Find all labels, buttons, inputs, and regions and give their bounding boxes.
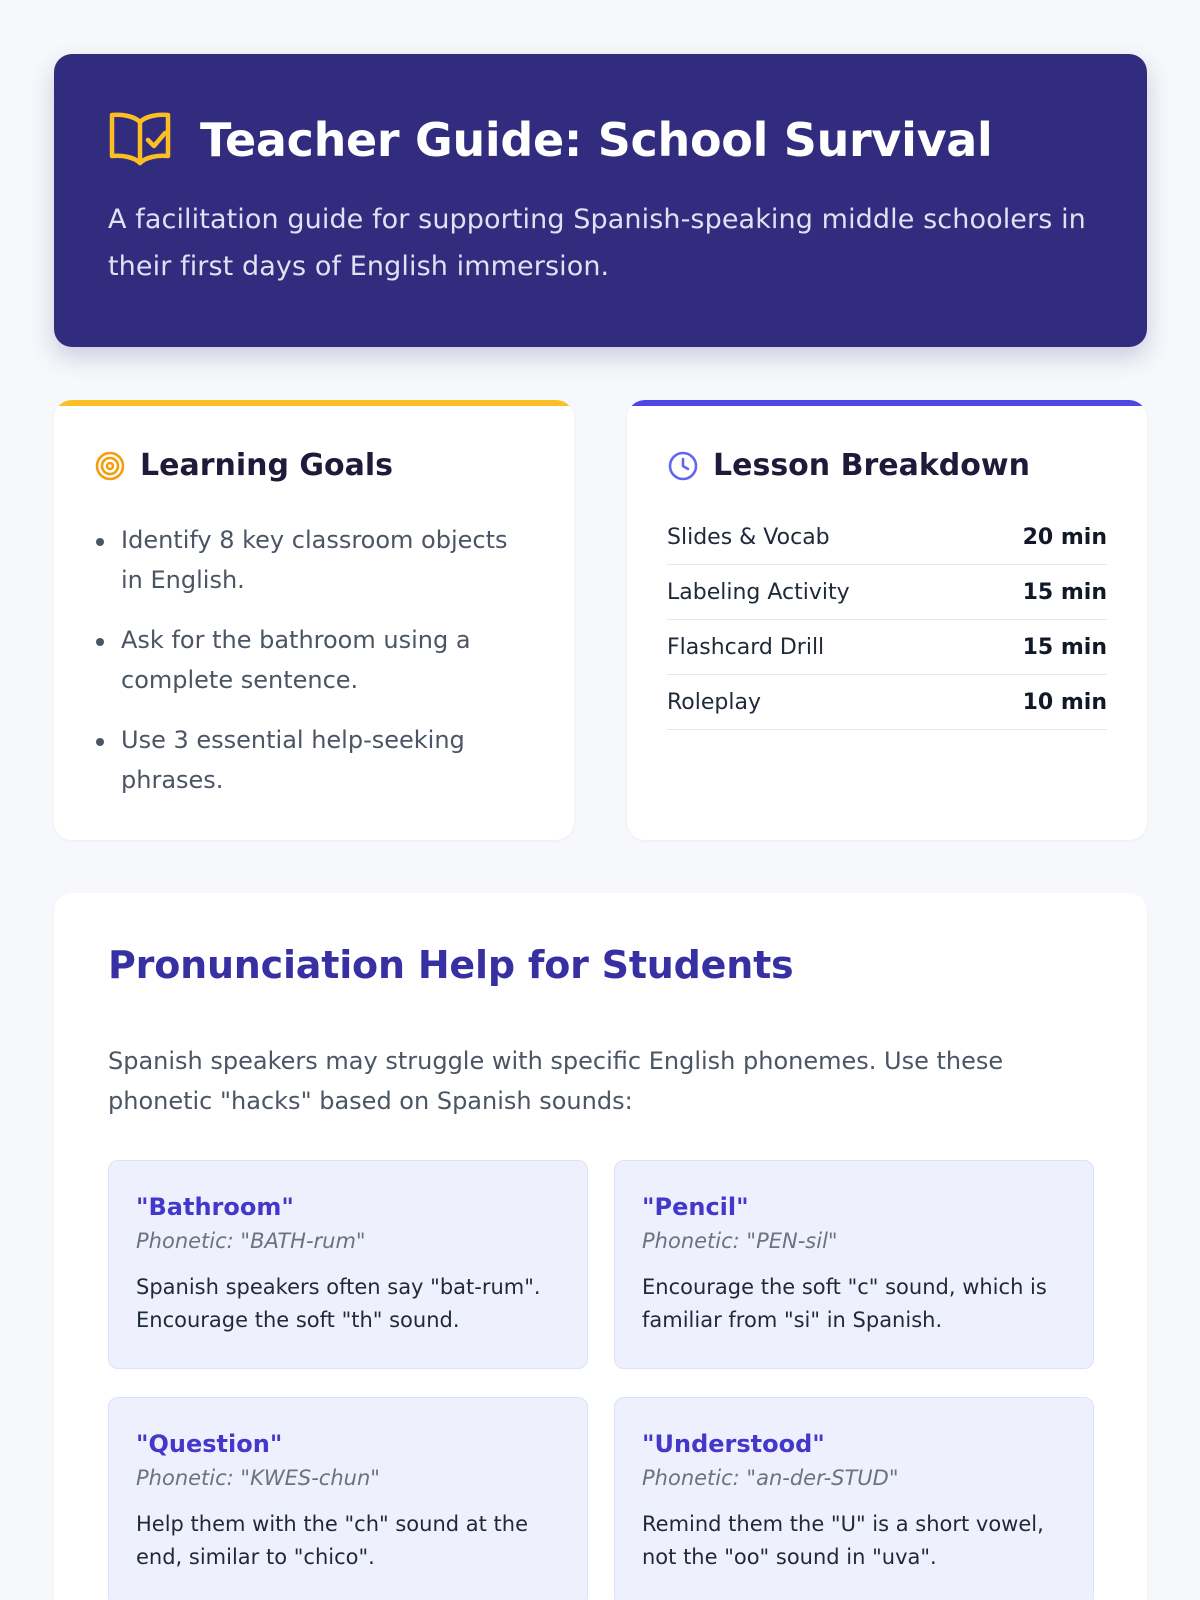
pronunciation-section [54,893,1147,1600]
pronunciation-word: "Question" [136,1430,283,1458]
activity-name: Slides & Vocab [667,524,830,550]
pronunciation-word: "Pencil" [642,1193,749,1221]
pronunciation-card [614,1397,1094,1600]
activity-name: Roleplay [667,689,761,715]
pronunciation-card [108,1397,588,1600]
activity-name: Labeling Activity [667,579,850,605]
clock-icon [667,450,699,482]
learning-goals-title: Learning Goals [140,448,394,483]
pronunciation-tip: Spanish speakers often say "bat-rum". Encourage the soft "th" sound. [136,1275,541,1332]
pronunciation-word: "Bathroom" [136,1193,294,1221]
book-check-icon [108,110,172,170]
learning-goals-header [94,448,393,483]
header-title-row [108,108,1093,172]
pronunciation-intro: Spanish speakers may struggle with specific English phonemes. Use these phonetic "hacks" based on Spanish sounds: [108,1047,1004,1115]
learning-goals-card [54,400,574,840]
breakdown-row [667,675,1107,730]
goal-item: Use 3 essential help-seeking phrases. [94,720,534,800]
activity-duration: 15 min [1022,634,1107,660]
pronunciation-tip: Remind them the "U" is a short vowel, not the "oo" sound in "uva". [642,1512,1044,1569]
pronunciation-phonetic: Phonetic: "an-der-STUD" [642,1466,899,1490]
pronunciation-phonetic: Phonetic: "PEN-sil" [642,1229,838,1253]
activity-duration: 10 min [1022,689,1107,715]
pronunciation-card [108,1160,588,1369]
activity-duration: 15 min [1022,579,1107,605]
lesson-breakdown-card [627,400,1147,840]
breakdown-row [667,565,1107,620]
lesson-breakdown-title: Lesson Breakdown [713,448,1030,483]
pronunciation-tip: Help them with the "ch" sound at the end, similar to "chico". [136,1512,529,1569]
activity-name: Flashcard Drill [667,634,825,660]
goal-item: Identify 8 key classroom objects in English. [94,520,534,600]
pronunciation-phonetic: Phonetic: "BATH-rum" [136,1229,366,1253]
activity-duration: 20 min [1022,524,1107,550]
breakdown-row [667,620,1107,675]
lesson-breakdown-header [667,448,1030,483]
pronunciation-card [614,1160,1094,1369]
goal-item: Ask for the bathroom using a complete sentence. [94,620,534,700]
pronunciation-title: Pronunciation Help for Students [108,943,794,987]
breakdown-row [667,510,1107,565]
page-subtitle: A facilitation guide for supporting Spanish-speaking middle schoolers in their first days of English immersion. [108,204,1086,282]
lesson-breakdown-table [667,510,1107,730]
pronunciation-word: "Understood" [642,1430,825,1458]
target-icon [94,450,126,482]
learning-goals-list [94,520,534,820]
page-title: Teacher Guide: School Survival [200,113,993,167]
page-header [54,54,1147,347]
pronunciation-tip: Encourage the soft "c" sound, which is familiar from "si" in Spanish. [642,1275,1047,1332]
pronunciation-phonetic: Phonetic: "KWES-chun" [136,1466,380,1490]
